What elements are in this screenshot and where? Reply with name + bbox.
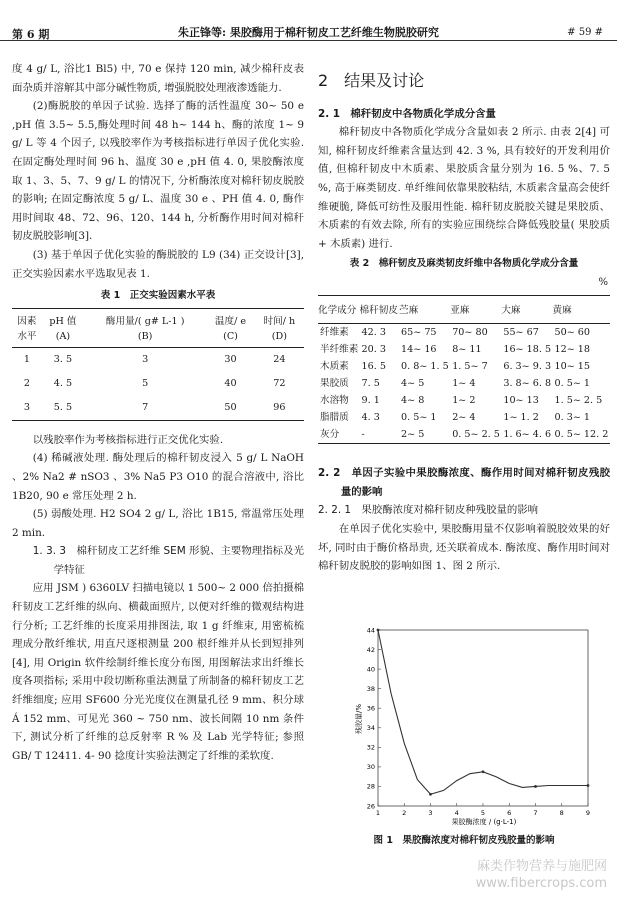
watermark <box>437 858 607 892</box>
table1-cell: 3 <box>142 353 149 365</box>
table-row <box>12 372 304 396</box>
table-row <box>318 409 610 426</box>
table2-cell: 1. 6~ 4. 6 <box>503 429 552 441</box>
table1-cell: 7 <box>142 401 149 413</box>
table1 <box>12 308 304 421</box>
table1-header: 温度/ e (C) <box>206 308 254 347</box>
table2-cell: 1~ 2 <box>452 395 476 407</box>
paragraph: 棉秆韧皮中各物质化学成分含量如表 2 所示. 由表 2[4] 可知, 棉秆韧皮纤维素含量达到 42. 3 %, 具有较好的开发利用价值, 但棉秆韧皮中木质素、果胶质含量分别为 16. 5 %、7. 5 %, 高于麻类韧皮. 单纤维间依靠果胶粘结, 木质素含量高会使纤维硬脆, 降低可纺性及服用性能. 棉秆韧皮脱胶关键是果胶质、木质素的有效去除, 所有的实验应围绕综合降低残胶量( 果胶质+ 木质素) 进行. <box>318 126 610 250</box>
table2-cell: 10~ 13 <box>503 395 539 407</box>
x-tick-label: 5 <box>480 809 486 817</box>
x-tick-label: 4 <box>454 809 459 817</box>
table2-cell: 0. 5~ 12. 2 <box>554 429 609 441</box>
paragraph: (4) 稀碱液处理. 酶处理后的棉秆韧皮浸入 5 g/ L NaOH 、2% Na2 # nSO3 、3% Na5 P3 O10 的混合溶液中, 浴比1B20, 90 e 常压处理 2 h. <box>12 452 304 502</box>
table1-header: 时间/ h (D) <box>255 308 304 347</box>
table-row <box>318 375 610 392</box>
left-column <box>12 60 304 765</box>
table1-cell: 40 <box>224 377 237 389</box>
table-row <box>318 341 610 358</box>
paragraph: 以残胶率作为考核指标进行正交优化实验. <box>32 433 224 446</box>
x-tick-label: 7 <box>533 809 538 817</box>
watermark-text: 麻类作物营养与施肥网 <box>476 859 607 874</box>
paragraph: (5) 弱酸处理. H2 SO4 2 g/ L, 浴比 1B15, 常温常压处理 2 min. <box>12 508 304 539</box>
table2-cell: - <box>361 429 365 441</box>
table2-cell: 果胶质 <box>320 378 349 390</box>
paragraph: (3) 基于单因子优化实验的酶脱胶的 L9 (34) 正交设计[3], 正交实验因素水平选取见表 1. <box>12 248 304 280</box>
table1-cell: 3. 5 <box>53 353 73 365</box>
table2-cell: 9. 1 <box>361 395 380 407</box>
y-tick-label: 44 <box>366 626 375 635</box>
table1-cell: 1 <box>23 353 30 365</box>
x-tick-label: 1 <box>375 809 381 817</box>
y-axis-label: 残胶量/% <box>355 703 363 735</box>
y-tick-label: 34 <box>366 724 375 733</box>
table2-cell: 14~ 16 <box>401 344 437 356</box>
table2-header: 大麻 <box>501 295 552 324</box>
table2-cell: 1~ 4 <box>452 378 476 390</box>
y-tick-label: 40 <box>366 665 375 674</box>
table2-cell: 1. 5~ 7 <box>452 361 488 373</box>
x-tick-label: 6 <box>507 809 512 817</box>
table2-caption: 表 2 棉秆韧皮及麻类韧皮纤维中各物质化学成分含量 <box>349 258 579 270</box>
issue-number: 第 6 期 <box>12 28 50 41</box>
running-header <box>0 0 617 41</box>
x-axis-label: 果胶酶浓度 / (g·L-1) <box>451 818 517 826</box>
table2-cell: 50~ 60 <box>554 327 591 339</box>
table1-cell: 24 <box>273 353 286 365</box>
right-column <box>318 60 610 576</box>
series-line <box>378 630 588 794</box>
table2-cell: 2~ 4 <box>452 412 476 424</box>
watermark-url: www.fibercrops.com <box>475 876 607 891</box>
table1-cell: 50 <box>224 401 237 413</box>
table2-header: 苎麻 <box>399 295 450 324</box>
paragraph: 应用 JSM ) 6360LV 扫描电镜以 1 500~ 2 000 倍拍摄棉秆韧皮工艺纤维的纵向、横截面照片, 以便对纤维的微观结构进行分析; 工艺纤维的长度采用排图法, 取 1 g 纤维束, 用密梳梳理成分散纤维状, 用直尺逐根测量 200 根纤维并从长到短排列[4], 用 Origin 软件绘制纤维长度分布图, 用图解法求出纤维长度各项指标; 采用中段切断称重法测量了所制备的棉秆韧皮工艺纤维细度; 应用 SF600 分光光度仪在测量孔径 9 mm、积分球 Á 152 mm、可见光 360 ~ 750 nm、波长间隔 10 nm 条件下, 测试分析了纤维的总反射率 R % 及 Lab 光学特征; 参照 GB/ T 12411. 4- 90 捻度计实验法测定了纤维的柔软度. <box>12 582 305 762</box>
table2-cell: 0. 5~ 1 <box>554 378 591 390</box>
y-tick-label: 38 <box>366 684 375 693</box>
table-row <box>318 324 610 342</box>
table1-cell: 3 <box>23 401 30 413</box>
table2-cell: 70~ 80 <box>452 327 488 339</box>
data-point <box>377 629 380 632</box>
table1-header: pH 值 (A) <box>42 308 84 347</box>
table2-cell: 65~ 75 <box>401 327 437 339</box>
table2-cell: 水溶物 <box>320 395 349 407</box>
table-row <box>318 358 610 375</box>
subsection-heading: 2. 1 棉秆韧皮中各物质化学成分含量 <box>318 107 496 120</box>
y-tick-label: 28 <box>366 782 375 791</box>
y-tick-label: 36 <box>366 704 375 713</box>
table2-cell: 16. 5 <box>361 361 386 373</box>
table2-cell: 55~ 67 <box>503 327 539 339</box>
table2-cell: 脂腊质 <box>320 412 349 424</box>
table2-cell: 7. 5 <box>361 378 380 390</box>
table2-cell: 2~ 5 <box>401 429 425 441</box>
table2-cell: 20. 3 <box>361 344 386 356</box>
table-row <box>318 426 610 444</box>
table2-header: 化学成分 <box>318 295 360 324</box>
table-row <box>12 347 304 372</box>
paragraph: 度 4 g/ L, 浴比1 Bl5) 中, 70 e 保持 120 min, 减少棉秆皮表面杂质并溶解其中部分碱性物质, 增强脱胶处理液渗透能力. <box>12 63 304 94</box>
paragraph: 在单因子优化实验中, 果胶酶用量不仅影响着脱胶效果的好坏, 同时由于酶价格昂贵, 还关联着成本. 酶浓度、酶作用时间对棉秆韧皮脱胶的影响如图 1、图 2 所示. <box>318 522 610 573</box>
table2-header: 棉秆韧皮 <box>360 295 399 324</box>
table2-cell: 16~ 18. 5 <box>503 344 552 356</box>
table1-cell: 30 <box>224 353 237 365</box>
table2-cell: 4~ 8 <box>401 395 425 407</box>
x-tick-label: 9 <box>585 809 591 817</box>
data-point <box>482 770 485 773</box>
table2 <box>318 295 610 445</box>
subsection-heading: 1. 3. 3 棉秆韧皮工艺纤维 SEM 形貌、主要物理指标及光学特征 <box>32 545 304 576</box>
table2-header: 黄麻 <box>553 295 610 324</box>
y-tick-label: 26 <box>366 802 375 811</box>
subsubsection-heading: 2. 2. 1 果胶酶浓度对棉秆韧皮种残胶量的影响 <box>318 504 539 517</box>
table2-header: 亚麻 <box>450 295 501 324</box>
table1-cell: 4. 5 <box>53 377 73 389</box>
data-point <box>534 785 537 788</box>
x-tick-label: 3 <box>428 809 433 817</box>
figure1-caption: 图 1 果胶酶浓度对棉秆韧皮残胶量的影响 <box>373 835 555 846</box>
table1-cell: 5 <box>142 377 149 389</box>
table2-cell: 1~ 1. 2 <box>503 412 539 424</box>
table2-cell: 8~ 11 <box>452 344 482 356</box>
plot-frame <box>378 630 588 806</box>
x-tick-label: 2 <box>402 809 407 817</box>
section-heading: 2 结果及讨论 <box>318 71 425 90</box>
paragraph: (2)酶脱胶的单因子试验. 选择了酶的活性温度 30~ 50 e ,pH 值 3.5~ 5.5,酶处理时间 48 h~ 144 h、酶的浓度 1~ 9 g/ L 等 4 个因子, 以残胶率作为考核指标进行单因子优化实验. 在固定酶处理时间 96 h、温度 30 e ,pH 值 4. 0, 果胶酶浓度取 1、3、5、7、9 g/ L 的情况下, 分析酶浓度对棉秆韧皮脱胶的影响; 在固定酶浓度 5 g/ L、温度 30 e 、PH 值 4. 0, 酶作用时间取 48、72、96、120、144 h, 分析酶作用时间对棉秆韧皮脱胶影响[3]. <box>12 100 304 243</box>
table2-unit: % <box>598 276 608 288</box>
table-row <box>12 396 304 421</box>
table2-cell: 0. 3~ 1 <box>554 412 591 424</box>
table-row <box>318 392 610 409</box>
table2-cell: 42. 3 <box>361 327 386 339</box>
table2-cell: 0. 5~ 1 <box>401 412 437 424</box>
table2-cell: 木质素 <box>320 361 349 373</box>
data-point <box>587 784 590 787</box>
table1-cell: 5. 5 <box>53 401 73 413</box>
table2-cell: 12~ 18 <box>554 344 591 356</box>
table1-caption: 表 1 正交实验因素水平表 <box>100 290 216 302</box>
running-title: 朱正锋等: 果胶酶用于棉秆韧皮工艺纤维生物脱胶研究 <box>178 26 439 39</box>
table1-cell: 2 <box>23 377 30 389</box>
table2-cell: 4~ 5 <box>401 378 425 390</box>
subsection-heading: 2. 2 单因子实验中果胶酶浓度、酶作用时间对棉秆韧皮残胶量的影响 <box>318 467 610 498</box>
table2-cell: 10~ 15 <box>554 361 591 373</box>
data-point <box>429 793 432 796</box>
table2-cell: 纤维素 <box>320 327 349 339</box>
y-tick-label: 30 <box>366 763 375 772</box>
table2-cell: 灰分 <box>320 429 340 441</box>
table2-cell: 4. 3 <box>361 412 380 424</box>
table2-cell: 0. 5~ 2. 5 <box>452 429 500 441</box>
y-tick-label: 42 <box>366 645 375 654</box>
table1-cell: 96 <box>273 401 286 413</box>
table2-cell: 0. 8~ 1. 5 <box>401 361 449 373</box>
figure1-chart <box>356 624 596 829</box>
table2-cell: 1. 5~ 2. 5 <box>554 395 603 407</box>
y-tick-label: 32 <box>366 743 375 752</box>
table2-cell: 6. 3~ 9. 3 <box>503 361 552 373</box>
chart-axes <box>378 630 588 806</box>
table2-cell: 半纤维素 <box>320 344 359 356</box>
page-number: # 59 # <box>567 27 603 38</box>
table1-header: 酶用量/( g# L-1 ) (B) <box>84 308 206 347</box>
table2-cell: 3. 8~ 6. 8 <box>503 378 552 390</box>
x-tick-label: 8 <box>559 809 564 817</box>
table1-cell: 72 <box>273 377 286 389</box>
table1-header: 因素 水平 <box>12 308 42 347</box>
